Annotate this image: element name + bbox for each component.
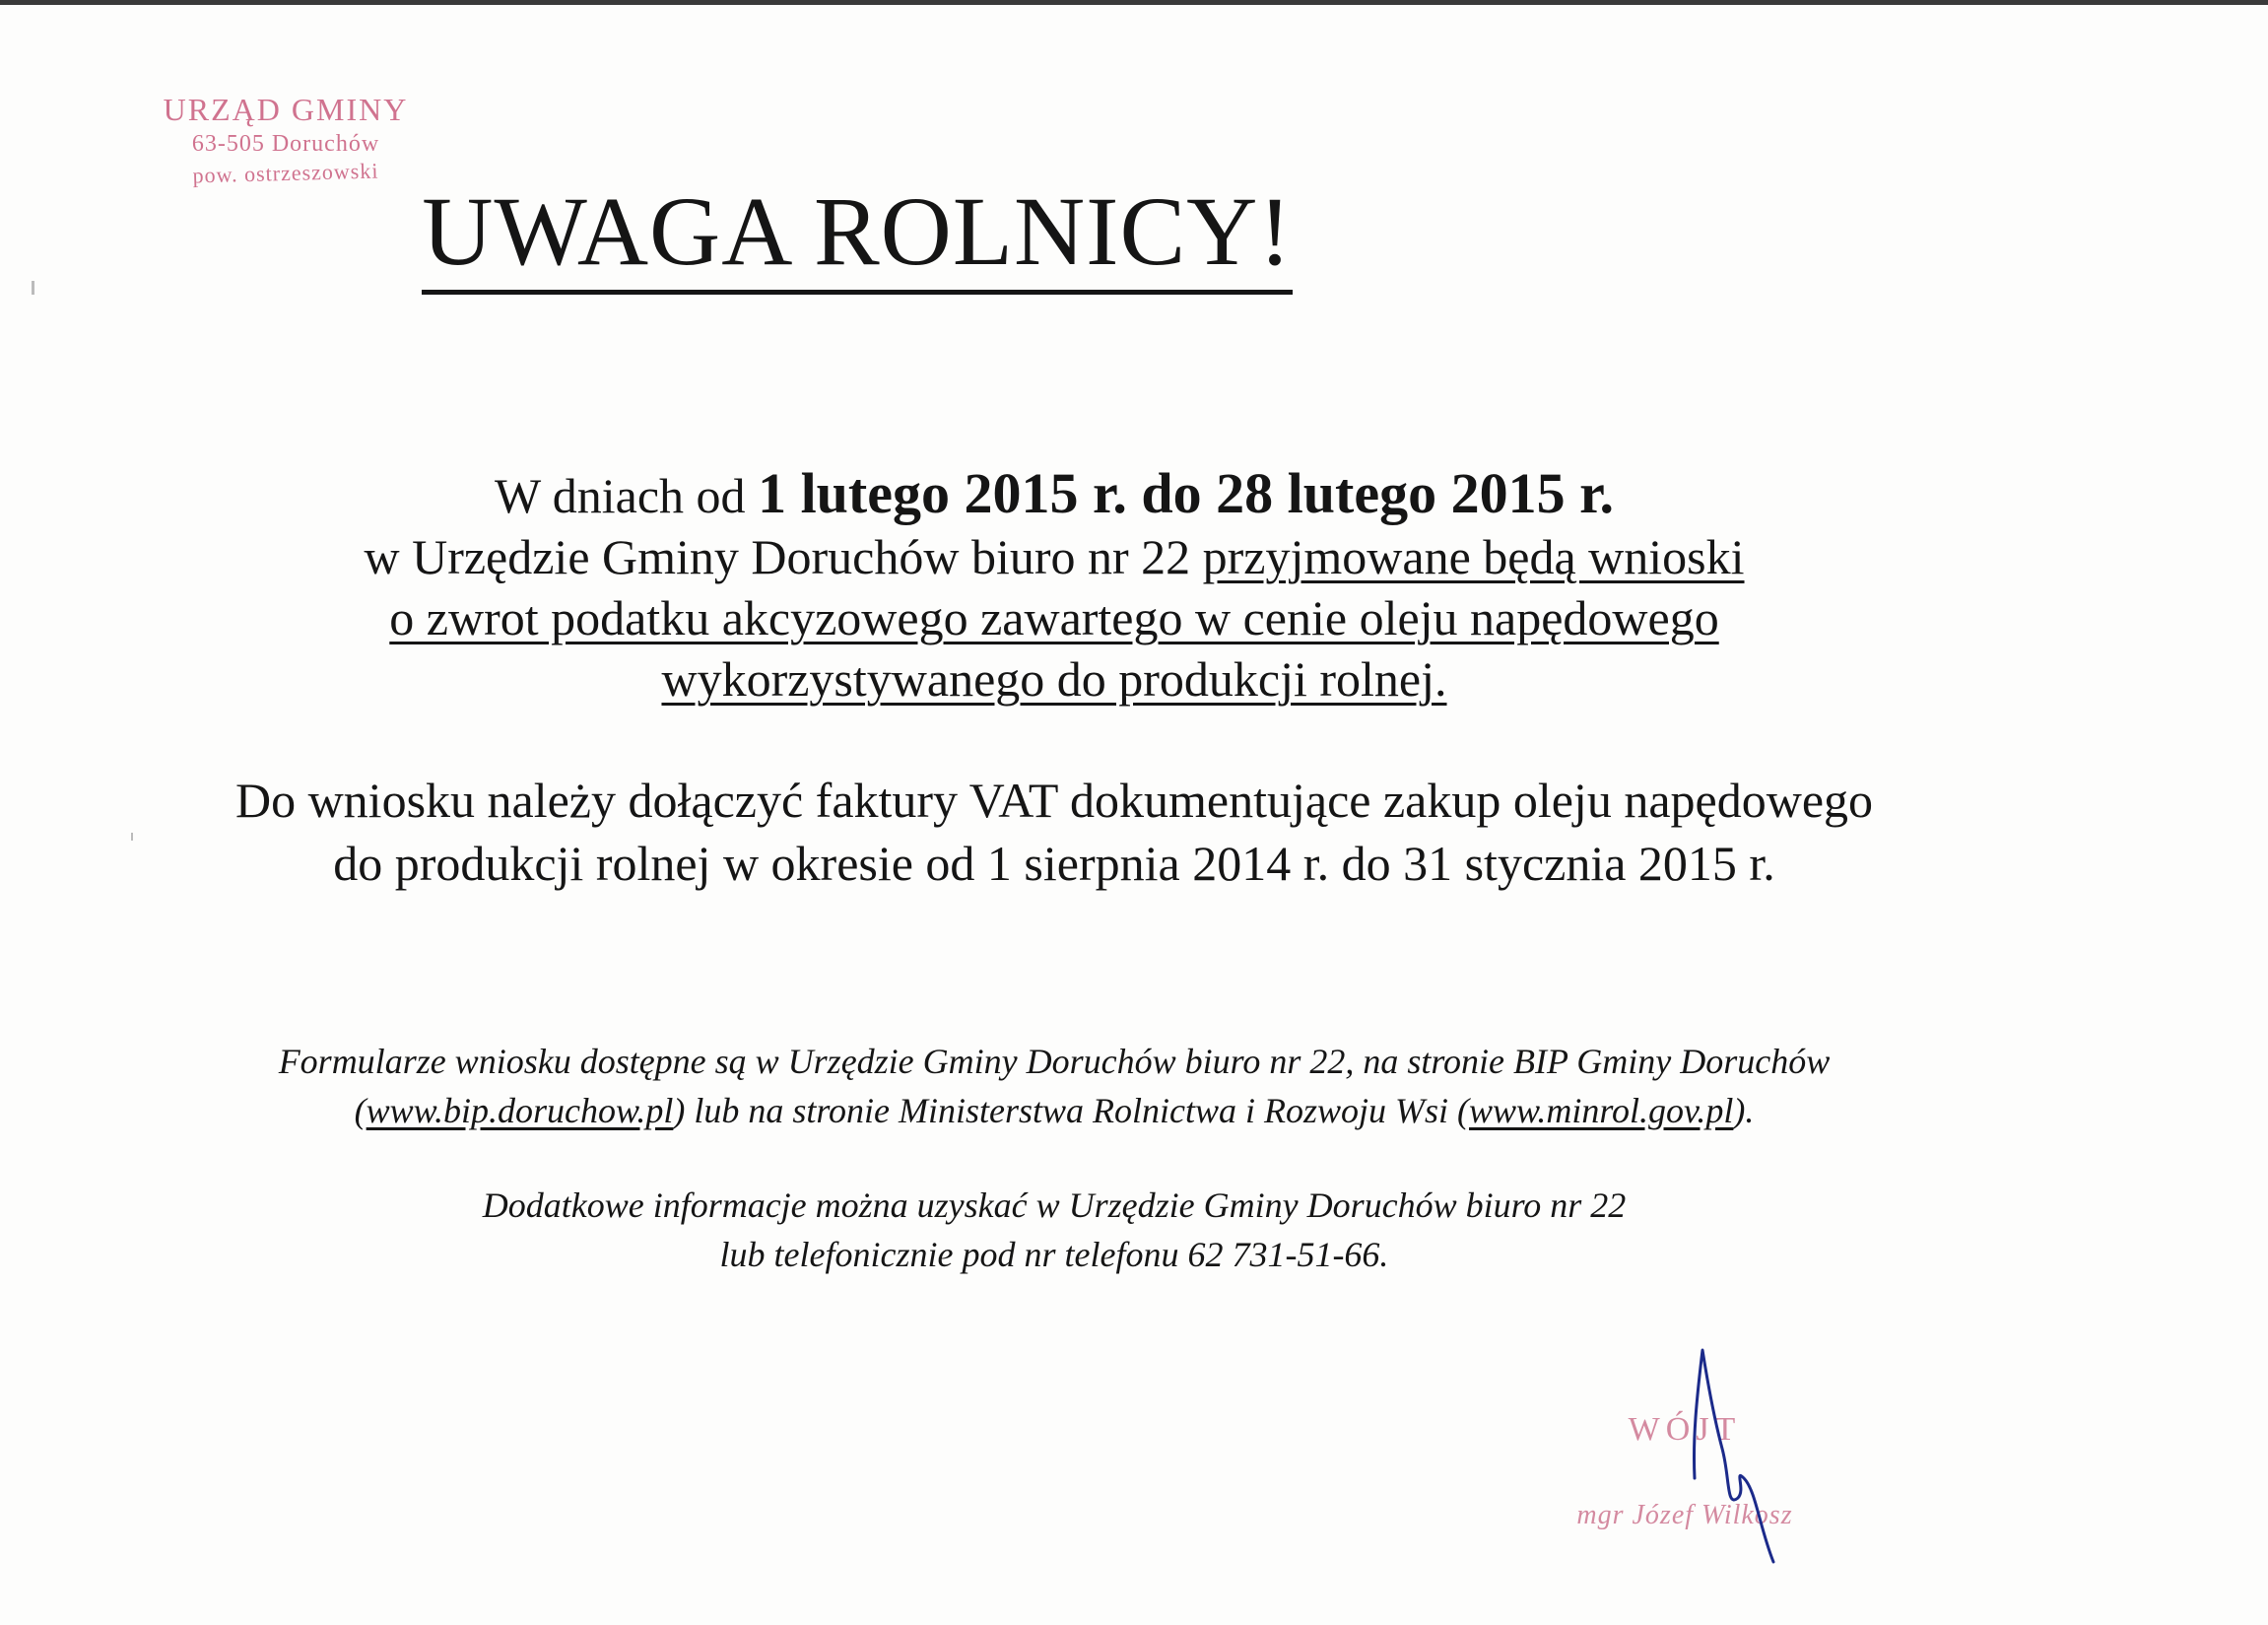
handwritten-signature [1635, 1330, 1803, 1567]
announcement-subject: o zwrot podatku akcyzowego zawartego w cenie oleju napędowego [389, 590, 1719, 645]
bip-link: www.bip.doruchow.pl [366, 1091, 674, 1130]
signature-name: mgr Józef Wilkosz [1576, 1500, 1793, 1530]
announcement-prefix: W dniach od [494, 468, 759, 523]
announcement-underlined: przyjmowane będą wnioski [1202, 529, 1745, 584]
scan-top-edge [0, 0, 2268, 5]
announcement-line-1 [197, 463, 1911, 526]
office-stamp [138, 91, 434, 187]
attachments-line-2: do produkcji rolnej w okresie od 1 sierpnia 2014 r. do 31 stycznia 2015 r. [333, 836, 1775, 891]
paren-close: ). [1733, 1091, 1755, 1130]
stamp-line-county: pow. ostrzeszowski [192, 158, 379, 188]
contact-line-2: lub telefonicznie pod nr telefonu 62 731-51-66. [719, 1235, 1389, 1274]
contact-line-1: Dodatkowe informacje można uzyskać w Urzędzie Gminy Doruchów biuro nr 22 [482, 1185, 1627, 1225]
minrol-link: www.minrol.gov.pl [1469, 1091, 1734, 1130]
paren-open: ( [354, 1091, 367, 1130]
notice-title-text: UWAGA ROLNICY! [422, 176, 1292, 295]
stamp-line-office: URZĄD GMINY [163, 92, 409, 127]
signature-role: WÓJT [1628, 1411, 1742, 1448]
announcement-line-2 [197, 526, 1911, 587]
main-announcement [197, 463, 1911, 710]
forms-line-1: Formularze wniosku dostępne są w Urzędzie Gminy Doruchów biuro nr 22, na stronie BIP Gminy Doruchów [278, 1042, 1831, 1081]
contact-paragraph [197, 1181, 1911, 1279]
announcement-dates: 1 lutego 2015 r. do 28 lutego 2015 r. [758, 461, 1615, 525]
announcement-office: w Urzędzie Gminy Doruchów biuro nr 22 [364, 529, 1203, 584]
announcement-line-3 [197, 587, 1911, 648]
forms-paragraph [197, 1037, 1911, 1135]
scan-speck [131, 833, 133, 841]
announcement-line-4 [197, 648, 1911, 710]
announcement-subject-end: wykorzystywanego do produkcji rolnej. [661, 651, 1447, 707]
forms-middle-text: ) lub na stronie Ministerstwa Rolnictwa i Rozwoju Wsi ( [673, 1091, 1469, 1130]
stamp-line-address: 63-505 Doruchów [191, 131, 380, 157]
notice-title [0, 177, 1714, 286]
attachments-paragraph [197, 769, 1911, 895]
forms-line-2 [197, 1086, 1911, 1135]
attachments-line-1: Do wniosku należy dołączyć faktury VAT dokumentujące zakup oleju napędowego [234, 773, 1874, 828]
